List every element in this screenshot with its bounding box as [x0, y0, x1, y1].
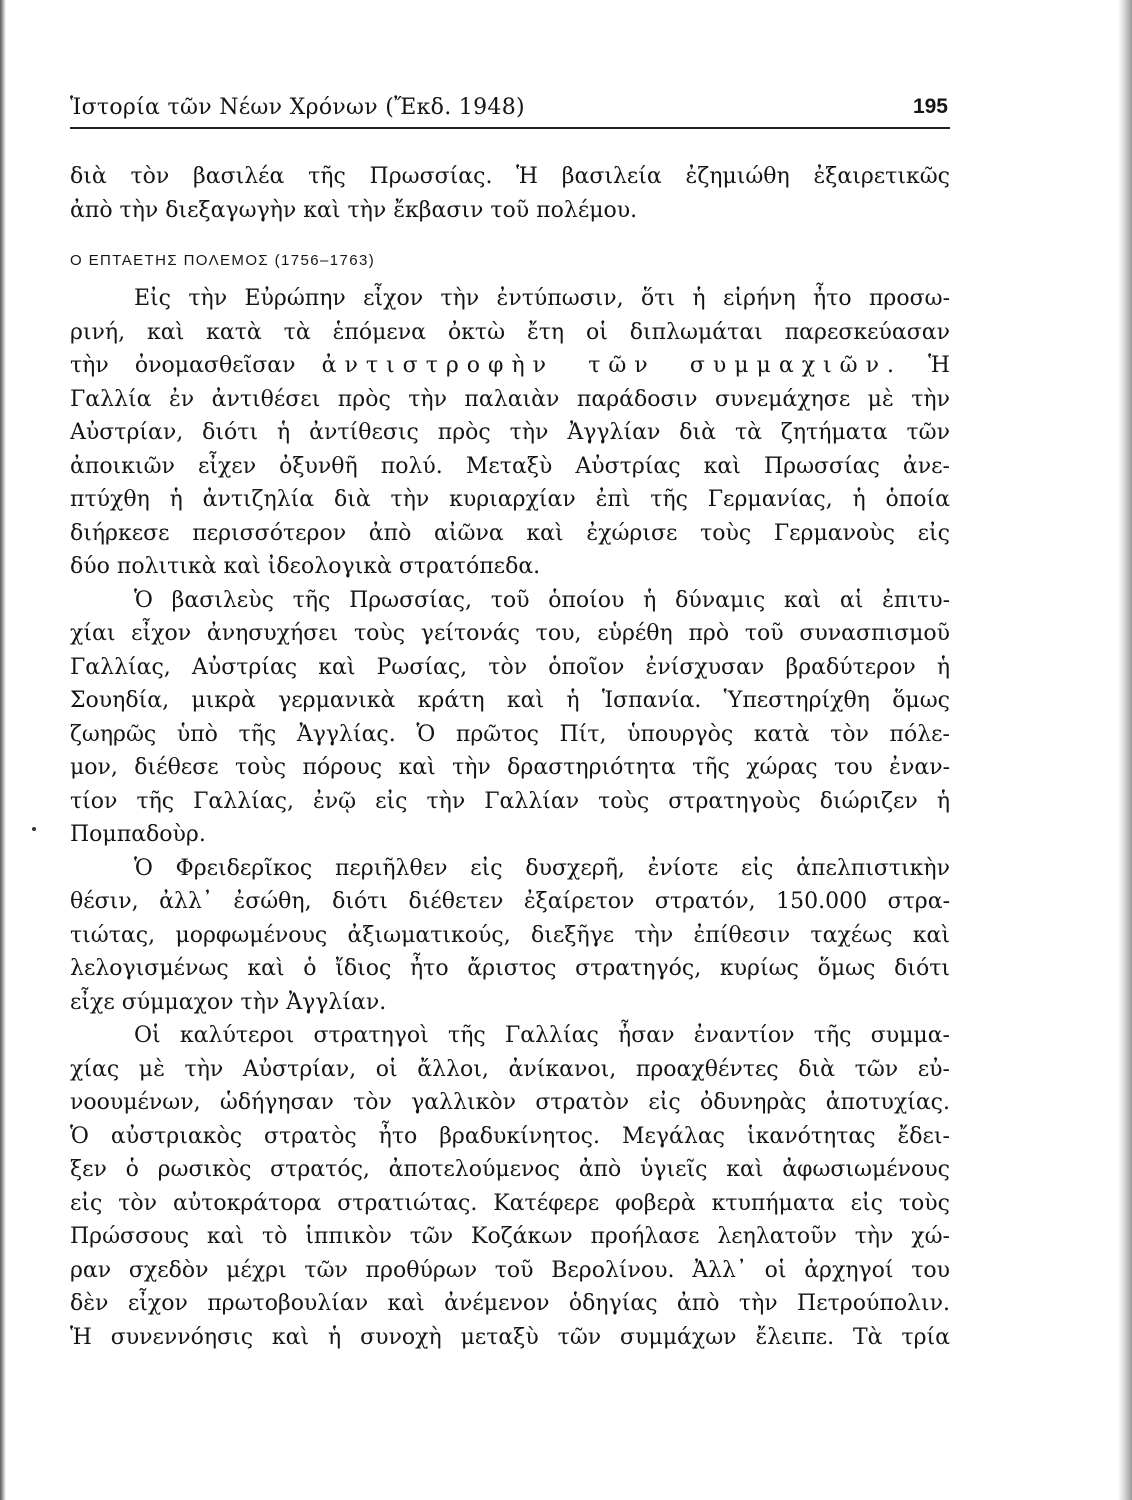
- line-end: Ἡ: [928, 353, 950, 378]
- section-heading: Ο ΕΠΤΑΕΤΗΣ ΠΟΛΕΜΟΣ (1756–1763): [70, 252, 376, 269]
- paragraph: [70, 584, 950, 852]
- text-line: δὲν εἶχον πρωτοβουλίαν καὶ ἀνέμενον ὁδηγίας ἀπὸ τὴν Πετρούπολιν.: [70, 1291, 950, 1316]
- running-title: Ἱστορία τῶν Νέων Χρόνων (Ἔκδ. 1948): [70, 95, 525, 120]
- paragraph: [70, 852, 950, 1020]
- text-line: δύο πολιτικὰ καὶ ἰδεολογικὰ στρατόπεδα.: [70, 554, 541, 579]
- paragraph: [70, 1019, 950, 1354]
- page-number: 195: [912, 95, 948, 118]
- text-line: Γαλλία ἐν ἀντιθέσει πρὸς τὴν παλαιὰν παράδοσιν συνεμάχησε μὲ τὴν: [70, 386, 950, 412]
- text-line: χίας μὲ τὴν Αὐστρίαν, οἱ ἄλλοι, ἀνίκανοι, προαχθέντες διὰ τῶν εὐ-: [70, 1056, 950, 1082]
- text-line: διήρκεσε περισσότερον ἀπὸ αἰῶνα καὶ ἐχώρισε τοὺς Γερμανοὺς εἰς: [70, 520, 950, 546]
- text-line: Αὐστρίαν, διότι ἡ ἀντίθεσις πρὸς τὴν Ἀγγλίαν διὰ τὰ ζητήματα τῶν: [70, 420, 950, 445]
- paragraph: [70, 282, 950, 584]
- text-line: ἀπὸ τὴν διεξαγωγὴν καὶ τὴν ἔκβασιν τοῦ πολέμου.: [70, 197, 638, 223]
- text-line: ἀποικιῶν εἶχεν ὀξυνθῆ πολύ. Μεταξὺ Αὐστρίας καὶ Πρωσσίας ἀνε-: [70, 453, 950, 479]
- text-line: εἰς τὸν αὐτοκράτορα στρατιώτας. Κατέφερε φοβερὰ κτυπήματα εἰς τοὺς: [70, 1190, 950, 1216]
- text-line: Πρώσσους καὶ τὸ ἱππικὸν τῶν Κοζάκων προήλασε λεηλατοῦν τὴν χώ-: [70, 1224, 950, 1249]
- text-line: τιώτας, μορφωμένους ἀξιωματικούς, διεξῆγε τὴν ἐπίθεσιν ταχέως καὶ: [70, 922, 950, 948]
- page-body: [70, 160, 950, 1354]
- text-line: λελογισμένως καὶ ὁ ἴδιος ἦτο ἄριστος στρατηγός, κυρίως ὅμως διότι: [70, 956, 950, 981]
- text-line: ζωηρῶς ὑπὸ τῆς Ἀγγλίας. Ὁ πρῶτος Πίτ, ὑπουργὸς κατὰ τὸν πόλε-: [70, 721, 950, 747]
- page-right-edge-shadow: [1118, 0, 1132, 1500]
- continuation-paragraph: [70, 160, 950, 227]
- text-line: ξεν ὁ ρωσικὸς στρατός, ἀποτελούμενος ἀπὸ ὑγιεῖς καὶ ἀφωσιωμένους: [70, 1157, 950, 1182]
- line-start: τὴν ὀνομασθεῖσαν: [70, 353, 296, 378]
- text-line: ραν σχεδὸν μέχρι τῶν προθύρων τοῦ Βερολίνου. Ἀλλ᾽ οἱ ἀρχηγοί του: [70, 1257, 950, 1283]
- page-left-edge-shadow: [0, 0, 6, 1500]
- text-line: διὰ τὸν βασιλέα τῆς Πρωσσίας. Ἡ βασιλεία ἐζημιώθη ἐξαιρετικῶς: [70, 164, 950, 189]
- text-line: εἶχε σύμμαχον τὴν Ἀγγλίαν.: [70, 989, 387, 1015]
- text-line: χίαι εἶχον ἀνησυχήσει τοὺς γείτονάς του, εὑρέθη πρὸ τοῦ συνασπισμοῦ: [70, 621, 950, 646]
- text-line: ρινή, καὶ κατὰ τὰ ἑπόμενα ὀκτὼ ἔτη οἱ διπλωμάται παρεσκεύασαν: [70, 319, 950, 345]
- text-line: Οἱ καλύτεροι στρατηγοὶ τῆς Γαλλίας ἦσαν ἐναντίον τῆς συμμα-: [134, 1023, 950, 1048]
- text-line: μον, διέθεσε τοὺς πόρους καὶ τὴν δραστηριότητα τῆς χώρας του ἐναν-: [70, 755, 950, 780]
- text-line: Πομπαδοὺρ.: [70, 822, 206, 847]
- text-line: Ὁ Φρειδερῖκος περιῆλθεν εἰς δυσχερῆ, ἐνίοτε εἰς ἀπελπιστικὴν: [134, 855, 950, 881]
- text-line: Ἡ συνεννόησις καὶ ἡ συνοχὴ μεταξὺ τῶν συμμάχων ἔλειπε. Τὰ τρία: [70, 1324, 950, 1350]
- spaced-emphasis-term: ἀντιστροφὴν τῶν συμμαχιῶν.: [321, 353, 902, 378]
- running-header: [70, 93, 950, 129]
- text-line: Σουηδία, μικρὰ γερμανικὰ κράτη καὶ ἡ Ἱσπανία. Ὑπεστηρίχθη ὅμως: [70, 688, 950, 713]
- text-line: τίον τῆς Γαλλίας, ἐνῷ εἰς τὴν Γαλλίαν τοὺς στρατηγοὺς διώριζεν ἡ: [70, 788, 950, 814]
- text-line: Ὁ βασιλεὺς τῆς Πρωσσίας, τοῦ ὁποίου ἡ δύναμις καὶ αἱ ἐπιτυ-: [134, 587, 950, 613]
- margin-speck: [32, 827, 36, 831]
- text-line: νοουμένων, ὡδήγησαν τὸν γαλλικὸν στρατὸν εἰς ὀδυνηρὰς ἀποτυχίας.: [70, 1090, 950, 1115]
- text-line: θέσιν, ἀλλ᾽ ἐσώθη, διότι διέθετεν ἐξαίρετον στρατόν, 150.000 στρα-: [70, 889, 950, 914]
- text-line: Ὁ αὐστριακὸς στρατὸς ἦτο βραδυκίνητος. Μεγάλας ἱκανότητας ἔδει-: [70, 1123, 950, 1149]
- text-line-with-spaced-term: [70, 349, 950, 383]
- text-line: Γαλλίας, Αὐστρίας καὶ Ρωσίας, τὸν ὁποῖον ἐνίσχυσαν βραδύτερον ἡ: [70, 654, 950, 680]
- text-line: Εἰς τὴν Εὐρώπην εἶχον τὴν ἐντύπωσιν, ὅτι ἡ εἰρήνη ἦτο προσω-: [134, 286, 950, 311]
- text-line: πτύχθη ἡ ἀντιζηλία διὰ τὴν κυριαρχίαν ἐπὶ τῆς Γερμανίας, ἡ ὁποία: [70, 487, 950, 512]
